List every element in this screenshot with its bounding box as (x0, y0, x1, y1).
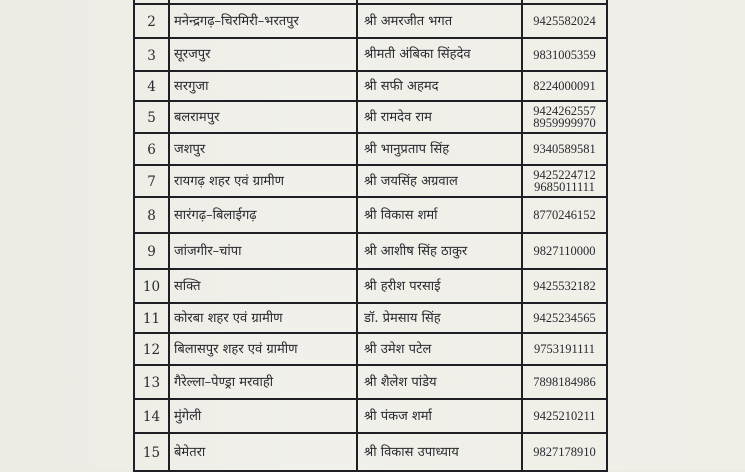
phone-number: 9831005359 (533, 47, 596, 62)
phone-number: 9425532182 (533, 279, 596, 293)
phone-number: 9827110000 (533, 244, 596, 258)
person-name: श्री सफी अहमद (364, 78, 439, 94)
phone-number: 8959999970 (533, 116, 596, 130)
table-column-rule (356, 0, 358, 470)
phone-numbers (523, 166, 606, 196)
phone-numbers (523, 5, 606, 37)
serial-number: 12 (142, 342, 161, 358)
phone-numbers (523, 400, 606, 432)
serial-number: 15 (142, 445, 161, 461)
serial-number: 6 (147, 142, 156, 158)
table-column-rule (606, 0, 608, 470)
serial-number: 2 (147, 14, 156, 30)
serial-number: 9 (147, 244, 156, 260)
phone-numbers (523, 304, 606, 332)
district-name: मुंगेली (174, 408, 202, 424)
person-name: श्री जयसिंह अग्रवाल (364, 173, 458, 189)
district-name: सूरजपुर (174, 47, 211, 62)
person-name: श्री विकास उपाध्याय (364, 444, 459, 460)
table-column-rule (133, 0, 135, 470)
phone-numbers (523, 434, 606, 470)
phone-numbers (523, 102, 606, 132)
phone-number: 8770246152 (533, 208, 596, 222)
serial-number: 4 (147, 79, 156, 95)
person-name: श्री उमेश पटेल (364, 341, 432, 357)
phone-numbers (523, 234, 606, 268)
district-name: बलरामपुर (174, 109, 220, 125)
person-name (364, 0, 519, 3)
district-name: सारंगढ़–बिलाईगढ़ (174, 207, 257, 223)
serial-number: 3 (147, 47, 156, 64)
district-name: बेमेतरा (174, 444, 206, 460)
person-name: श्रीमती अंबिका सिंहदेव (364, 47, 471, 62)
person-name: श्री हरीश परसाई (364, 278, 441, 294)
serial-number (135, 0, 168, 3)
phone-numbers (523, 270, 606, 302)
phone-number: 9753191111 (533, 342, 596, 356)
person-name: डॉ. प्रेमसाय सिंह (364, 310, 441, 326)
person-name: श्री अमरजीत भगत (364, 13, 453, 29)
phone-number: 9827178910 (533, 445, 596, 459)
phone-number: 9685011111 (534, 180, 595, 194)
phone-numbers (523, 0, 606, 3)
phone-number: 9425582024 (533, 14, 596, 28)
table-column-rule (168, 0, 170, 470)
serial-number: 7 (147, 174, 156, 190)
person-name: श्री भानुप्रताप सिंह (364, 141, 450, 157)
phone-numbers (523, 72, 606, 100)
person-name: श्री विकास शर्मा (364, 207, 438, 223)
serial-number: 8 (147, 208, 156, 224)
district-name: गैरेल्ला–पेण्ड्रा मरवाही (174, 374, 274, 390)
serial-number: 5 (147, 110, 156, 126)
serial-number: 10 (142, 279, 161, 295)
district-name: रायगढ़ शहर एवं ग्रामीण (174, 173, 284, 189)
serial-number: 14 (142, 409, 161, 425)
phone-number: 9425224712 (533, 168, 596, 182)
district-name: जशपुर (174, 141, 206, 157)
phone-number: 7898184986 (533, 375, 596, 389)
district-name: मनेन्द्रगढ़–चिरमिरी–भरतपुर (174, 13, 299, 29)
person-name: श्री आशीष सिंह ठाकुर (364, 243, 468, 259)
phone-numbers (523, 334, 606, 364)
phone-numbers (523, 134, 606, 164)
phone-number: 9425234565 (533, 311, 596, 325)
phone-numbers (523, 198, 606, 232)
district-name (174, 0, 354, 3)
district-name: सरगुजा (174, 78, 209, 94)
person-name: श्री शैलेश पांडेय (364, 374, 437, 390)
district-name: सक्ति (174, 278, 201, 294)
phone-numbers (523, 39, 606, 70)
person-name: श्री पंकज शर्मा (364, 408, 432, 424)
phone-numbers (523, 366, 606, 398)
phone-number: 9425210211 (533, 409, 596, 423)
district-name: बिलासपुर शहर एवं ग्रामीण (174, 341, 298, 357)
serial-number: 13 (142, 375, 161, 391)
person-name: श्री रामदेव राम (364, 109, 432, 125)
phone-number: 9424262557 (533, 104, 596, 118)
district-name: कोरबा शहर एवं ग्रामीण (174, 310, 283, 326)
serial-number: 11 (142, 311, 161, 327)
phone-number: 9340589581 (533, 142, 596, 156)
district-name: जांजगीर–चांपा (174, 243, 242, 259)
phone-number: 8224000091 (533, 79, 596, 93)
